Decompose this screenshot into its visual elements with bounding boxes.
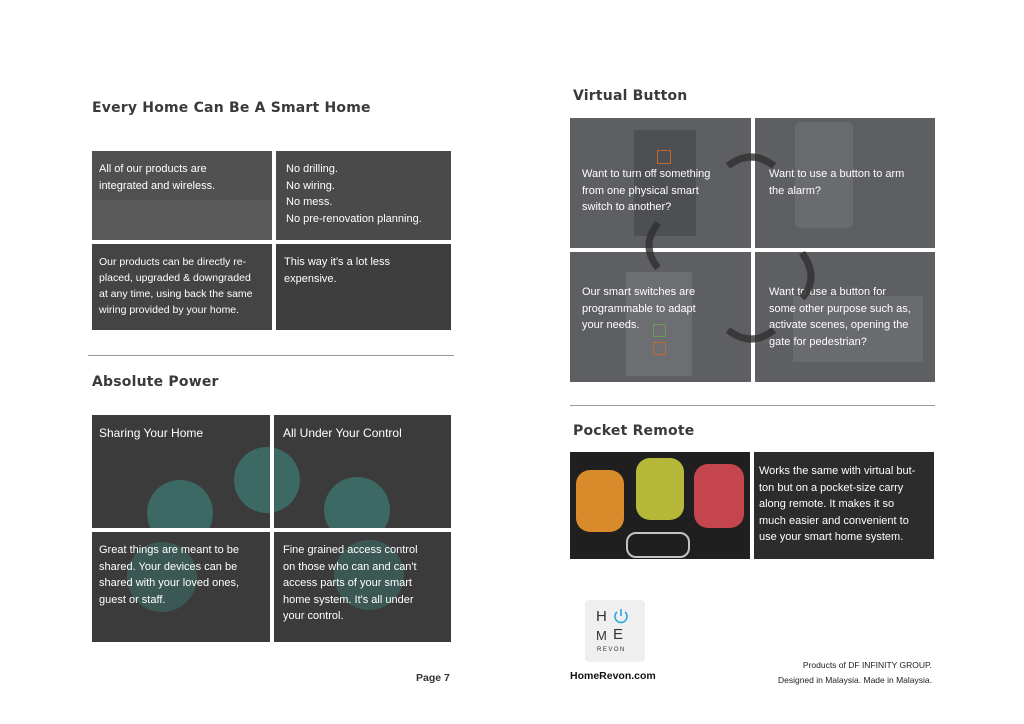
tile-all-under-control [274,415,451,528]
company-footer: Products of DF INFINITY GROUP. Designed in Malaysia. Made in Malaysia. [777,660,932,685]
person-avatar-icon [324,477,390,528]
person-avatar-icon [234,447,270,513]
tile-access-control [274,532,451,642]
homerevon-logo [585,600,645,662]
person-avatar-icon [147,480,213,528]
pocket-remote-photo [570,452,750,559]
person-avatar-icon [274,447,300,513]
section-title-virtual-button: Virtual Button [573,88,688,104]
power-icon [613,608,629,624]
tile-replaceable [92,244,272,330]
tile-pocket-remote-text [754,452,934,559]
remote-green-image [636,458,684,520]
divider [88,355,454,356]
tile-text: Our smart switches are programmable to adapt your needs. [582,286,696,331]
divider [570,405,935,406]
tile-heading: Sharing Your Home [99,426,204,440]
logo-letter: M [596,628,607,643]
cycle-arrows-icon [570,118,935,382]
tile-no-drilling [276,151,451,240]
tile-text: This way it's a lot less expensive. [284,256,391,285]
logo-letter: H [596,608,607,625]
tile-text: Great things are meant to be shared. Your devices can be shared with your loved ones, guest or staff. [99,544,240,606]
page-number: Page 7 [416,672,450,684]
tile-less-expensive [276,244,451,330]
tile-text: No drilling. No wiring. No mess. No pre-renovation planning. [286,163,422,225]
tile-text: Fine grained access control on those who can and can't access parts of your smart home system. It's all under your control. [283,544,418,622]
keyring-image [626,532,690,558]
tile-integrated-wireless [92,151,272,240]
section-title-absolute-power: Absolute Power [92,374,219,390]
tile-text: Works the same with virtual but- ton but on a pocket-size carry along remote. It makes it so much easier and convenient to use your smart home system. [759,465,916,543]
section-title-smart-home: Every Home Can Be A Smart Home [92,100,371,116]
website-link[interactable]: HomeRevon.com [570,670,656,682]
tile-text: All of our products are integrated and wireless. [99,163,216,192]
tile-heading: All Under Your Control [283,426,402,440]
logo-letter: E [613,626,624,643]
section-title-pocket-remote: Pocket Remote [573,423,695,439]
tile-text: Want to use a button for some other purpose such as, activate scenes, opening the gate for pedestrian? [769,286,911,348]
tile-text: Want to use a button to arm the alarm? [769,168,905,197]
remote-orange-image [576,470,624,532]
logo-brand-line: REVON [597,647,626,653]
tile-text: Want to turn off something from one physical smart switch to another? [582,168,711,213]
tile-text: Our products can be directly re- placed, upgraded & downgraded at any time, using back the same wiring provided by your home. [99,256,253,316]
tile-sharing-your-home [92,415,270,528]
remote-red-image [694,464,744,528]
background-photo-area [92,200,272,240]
tile-great-things-shared [92,532,270,642]
